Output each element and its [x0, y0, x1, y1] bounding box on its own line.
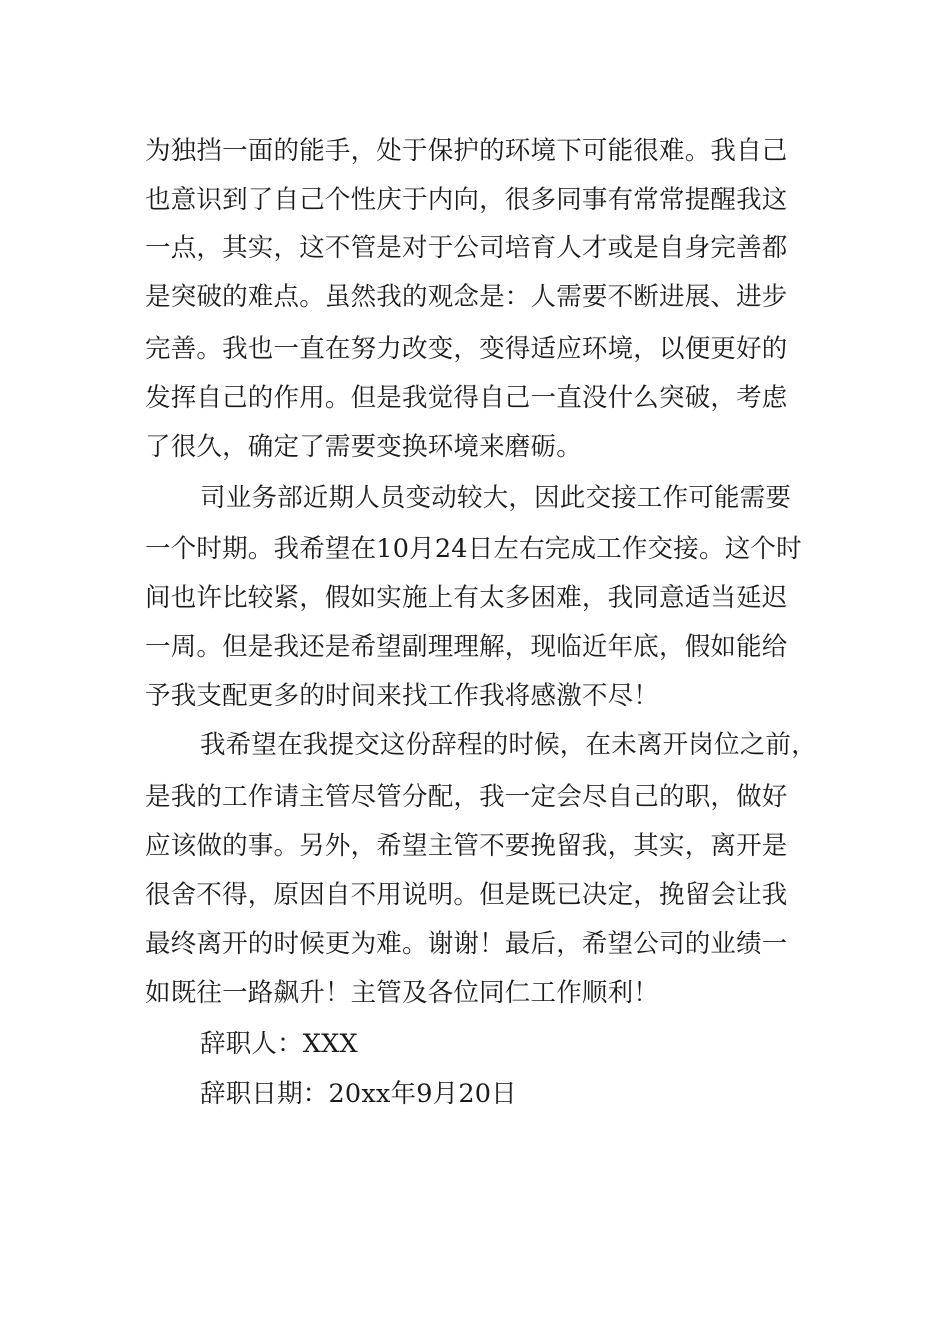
text-line: 一点，其实，这不管是对于公司培育人才或是自身完善都: [145, 233, 788, 263]
resigner-name: 辞职人：XXX: [200, 1029, 358, 1059]
text-line: 如既往一路飙升！主管及各位同仁工作顺利！: [145, 978, 660, 1008]
text-line: 发挥自己的作用。但是我觉得自己一直没什么突破，考虑: [145, 383, 788, 413]
text-line: 间也许比较紧，假如实施上有太多困难，我同意适当延迟: [145, 583, 788, 613]
paragraph-first-line: 我希望在我提交这份辞程的时候，在未离开岗位之前，: [200, 730, 817, 760]
text-line: 一周。但是我还是希望副理理解，现临近年底，假如能给: [145, 632, 788, 662]
paragraph-first-line: 司业务部近期人员变动较大，因此交接工作可能需要: [200, 483, 792, 513]
text-line: 很舍不得，原因自不用说明。但是既已决定，挽留会让我: [145, 880, 788, 910]
text-line: 是我的工作请主管尽管分配，我一定会尽自己的职，做好: [145, 782, 788, 812]
text-line: 应该做的事。另外，希望主管不要挽留我，其实，离开是: [145, 831, 788, 861]
text-line: 了很久，确定了需要变换环境来磨砺。: [145, 432, 582, 462]
resignation-date: 辞职日期：20xx年9月20日: [200, 1079, 517, 1109]
text-line: 最终离开的时候更为难。谢谢！最后，希望公司的业绩一: [145, 929, 788, 959]
text-line: 是突破的难点。虽然我的观念是：人需要不断进展、进步: [145, 282, 788, 312]
text-line: 一个时期。我希望在10月24日左右完成工作交接。这个时: [145, 534, 802, 564]
text-line: 完善。我也一直在努力改变，变得适应环境，以便更好的: [145, 334, 788, 364]
text-line: 予我支配更多的时间来找工作我将感激不尽！: [145, 681, 660, 711]
text-line: 为独挡一面的能手，处于保护的环境下可能很难。我自己: [145, 136, 788, 166]
text-line: 也意识到了自己个性庆于内向，很多同事有常常提醒我这: [145, 185, 788, 215]
